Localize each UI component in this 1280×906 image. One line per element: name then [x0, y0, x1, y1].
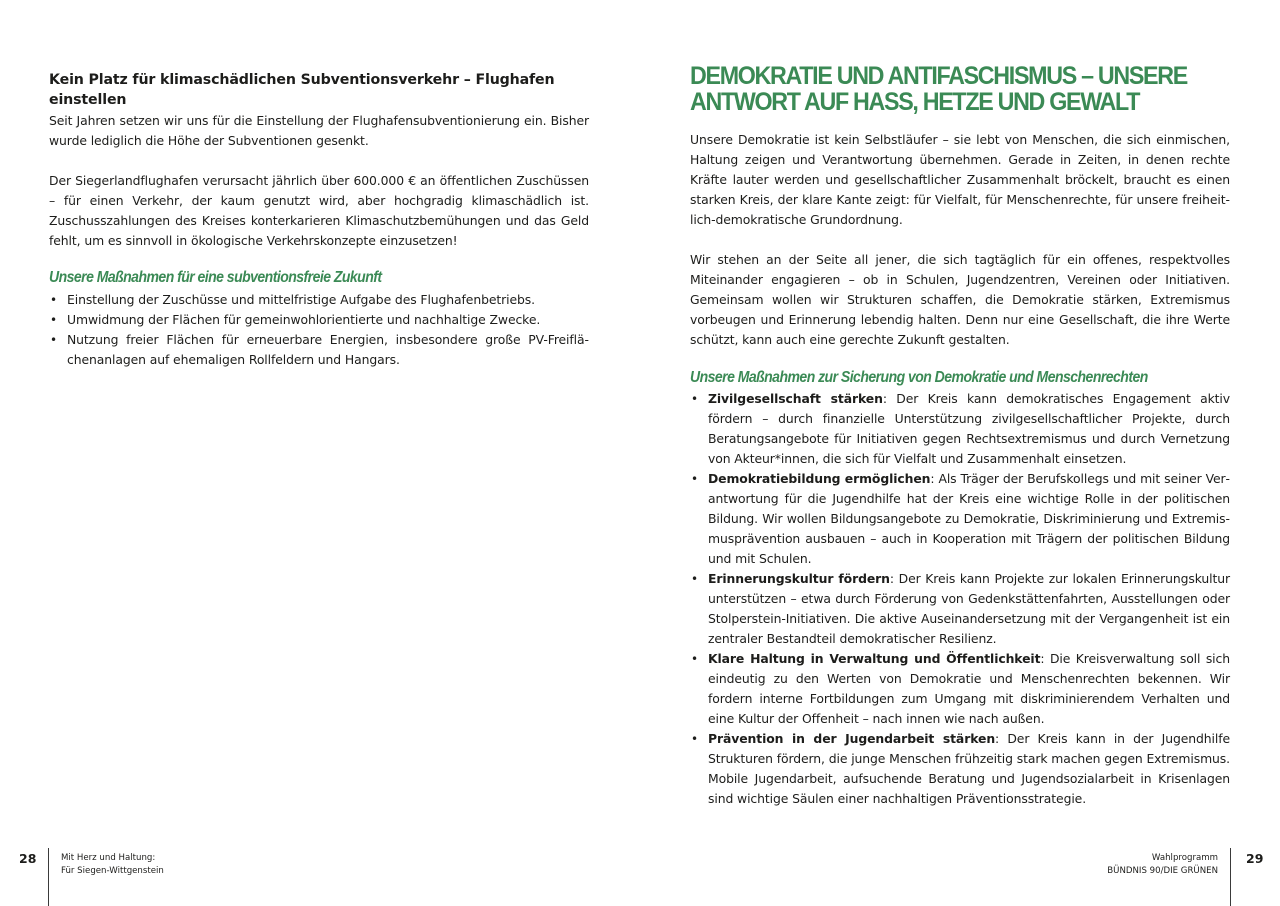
paragraph-solidarity: Wir stehen an der Seite all jener, die sich tagtäglich für ein offenes, respektvolles Miteinander engagieren – ob in Schulen, Jugendzentren, Vereinen oder Initiativen. Gemeinsam wollen wir Strukturen schaffen, die Demokratie stärken, Extremismus vorbeugen und Erinnerung lebendig halten. Denn nur eine Gesellschaft, die ihre Werte schützt, kann auch eine gerechte Zukunft gestalten. [690, 252, 1230, 347]
measures-list [49, 290, 589, 370]
measures-list [690, 389, 1230, 809]
footer-divider [48, 848, 49, 906]
bullet-icon: • [691, 572, 698, 586]
bullet-icon: • [50, 293, 57, 307]
measures-heading: Unsere Maßnahmen für eine subventionsfreie Zukunft [49, 269, 382, 286]
page-title: DEMOKRATIE UND ANTIFASCHISMUS – UNSERE ANTWORT AUF HASS, HETZE UND GEWALT [690, 62, 1187, 116]
list-item: • Klare Haltung in Verwaltung und Öffentlichkeit: Die Kreisverwaltung soll sich eindeutig zu den Werten von Demokratie und Menschenrechten bekennen. Wir fordern interne Fortbildungen zum Umgang mit diskriminierendem Verhalten und eine Kultur der Offenheit – nach innen wie nach außen. [691, 651, 1230, 726]
paragraph-intro: Seit Jahren setzen wir uns für die Einstellung der Flughafensubventionierung ein. Bisher wurde lediglich die Höhe der Subventionen gesenkt. [49, 113, 589, 148]
footer-divider [1230, 848, 1231, 906]
bullet-icon: • [691, 652, 698, 666]
list-item: • Umwidmung der Flächen für gemeinwohlorientierte und nachhaltige Zwecke. [49, 310, 589, 330]
footer-party-name: Wahlprogramm BÜNDNIS 90/DIE GRÜNEN [1107, 853, 1218, 876]
bullet-icon: • [691, 472, 698, 486]
footer-brochure-title: Mit Herz und Haltung: Für Siegen-Wittgenstein [61, 853, 164, 876]
page-number: 28 [19, 851, 37, 866]
bullet-icon: • [691, 392, 698, 406]
list-item: • Zivilgesellschaft stärken: Der Kreis kann demokratisches Engagement aktiv fördern – durch finanzielle Unterstützung zivilgesellschaftlicher Projekte, durch Beratungsangebote für Initiativen gegen Rechtsextremismus und durch Vernetzung von Akteur*innen, die sich für Vielfalt und Zusammenhalt einsetzen. [691, 391, 1230, 466]
page-number: 29 [1246, 851, 1264, 866]
bullet-icon: • [50, 313, 57, 327]
list-item: • Einstellung der Zuschüsse und mittelfristige Aufgabe des Flughafenbetriebs. [49, 290, 589, 310]
right-page [640, 0, 1280, 906]
list-item: • Demokratiebildung ermöglichen: Als Träger der Berufskollegs und mit seiner Verantwortung für die Jugendhilfe hat der Kreis eine wichtige Rolle in der politischen Bildung. Wir wollen Bildungsangebote zu Demokratie, Diskriminierung und Extremismusprävention ausbauen – auch in Kooperation mit Trägern der politischen Bildung und mit Schulen. [691, 471, 1230, 566]
list-item: • Erinnerungskultur fördern: Der Kreis kann Projekte zur lokalen Erinnerungskultur unterstützen – etwa durch Förderung von Gedenkstättenfahrten, Ausstellungen oder Stolperstein-Initiativen. Die aktive Auseinandersetzung mit der Vergangenheit ist ein zentraler Bestandteil demokratischer Resilienz. [691, 571, 1231, 646]
list-item: • Nutzung freier Flächen für erneuerbare Energien, insbesondere große PV-Freiflächenanlagen auf ehemaligen Rollfeldern und Hangars. [50, 332, 589, 367]
paragraph-democracy: Unsere Demokratie ist kein Selbstläufer – sie lebt von Menschen, die sich einmischen, Haltung zeigen und Verantwortung übernehmen. Gerade in Zeiten, in denen rechte Kräfte lauter werden und gesellschaftlicher Zusammenhalt bröckelt, braucht es einen starken Kreis, der klare Kante zeigt: für Vielfalt, für Menschenrechte, für unsere freiheitlich-demokratische Grundordnung. [690, 132, 1230, 227]
section-title-airport: Kein Platz für klimaschädlichen Subventionsverkehr – Flughafen einstellen [49, 72, 555, 108]
list-item: • Prävention in der Jugendarbeit stärken: Der Kreis kann in der Jugendhilfe Strukturen fördern, die junge Menschen frühzeitig stark machen gegen Extremismus. Mobile Jugendarbeit, aufsuchende Beratung und Jugendsozialarbeit in Krisenlagen sind wichtige Säulen einer nachhaltigen Präventionsstrategie. [691, 731, 1230, 806]
paragraph-subsidies: Der Siegerlandflughafen verursacht jährlich über 600.000 € an öffentlichen Zuschüssen – für einen Verkehr, der kaum genutzt wird, aber hochgradig klimaschädlich ist. Zuschusszahlungen des Kreises konterkarieren Klimaschutzbemühungen und das Geld fehlt, um es sinnvoll in ökologische Verkehrskonzepte einzusetzen! [49, 173, 589, 248]
measures-heading: Unsere Maßnahmen zur Sicherung von Demokratie und Menschenrechten [690, 369, 1148, 386]
bullet-icon: • [50, 333, 57, 347]
bullet-icon: • [691, 732, 698, 746]
